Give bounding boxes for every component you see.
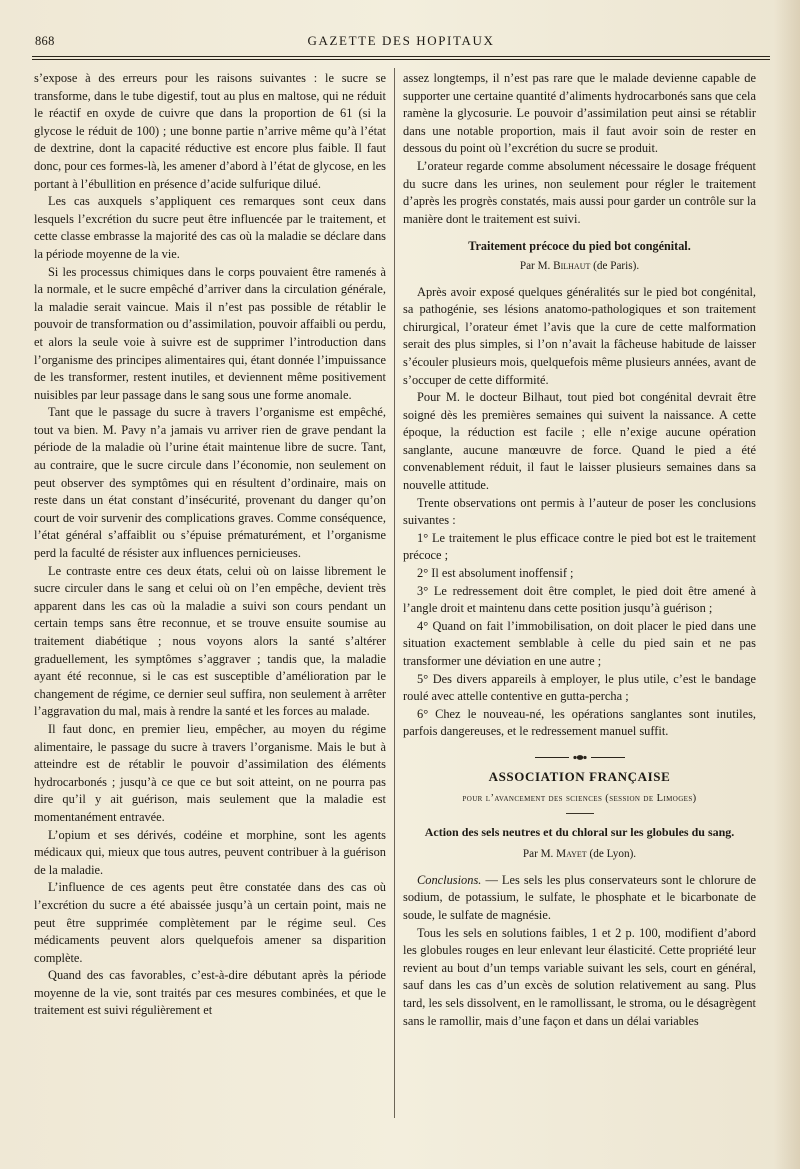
paragraph: s’expose à des erreurs pour les raisons suivantes : le sucre se transforme, dans le tube digestif, tout au plus en maltose, qui ne réduit le réactif en oxyde de cuivre que dans la proportion de 61 (si la glycose le réduit de 100) ; une bonne partie n’arrive même qu’à l’état de dextrine, dont la capacité réductive est encore plus faible. Il faut donc, pour ces formes-là, les amener d’abord à l’état de glycose, en les portant à l’ébullition en présence d’acide sulfurique dilué. [34, 71, 386, 191]
paragraph: L’opium et ses dérivés, codéine et morphine, sont les agents médicaux qui, mieux que tous autres, peuvent contribuer à la guérison de la maladie. [34, 827, 386, 877]
article-byline [403, 846, 756, 864]
list-item: 1° Le traitement le plus efficace contre le pied bot est le traitement précoce ; [403, 530, 756, 563]
byline-prefix: Par M. [519, 259, 551, 272]
paragraph: Tous les sels en solutions faibles, 1 et 2 p. 100, modifient d’abord les globules rouges en leur enlevant leur élasticité. Cette propriété leur revient au bout d’un temps variable suivant les sels, court en général, sauf dans les cas d’un excès de solution relativement au sang. Plus tard, les sels dissolvent, en le ramollissant, le stroma, ou le désagrègent sans le ramollir, mais d’une façon et dans un délai variables [403, 925, 756, 1028]
ornamental-separator [535, 753, 625, 762]
list-item: 5° Des divers appareils à employer, le plus utile, c’est le bandage roulé avec attelle contentive en gutta-percha ; [403, 671, 756, 704]
section-byline [403, 258, 756, 276]
association-title: ASSOCIATION FRANÇAISE [488, 768, 671, 784]
header-rule [32, 56, 770, 60]
paragraph: Pour M. le docteur Bilhaut, tout pied bot congénital devrait être soigné dès les premières semaines qui suivent la naissance. A cette époque, la réduction est facile ; elle n’exige aucune opération sanglante, aucune manœuvre de force. Quand le pied a été convenablement réduit, il faut le laisser plusieurs semaines dans sa nouvelle attitude. [403, 390, 756, 493]
paragraph: L’orateur regarde comme absolument nécessaire le dosage fréquent du sucre dans les urines, non seulement pour régler le traitement d’après les progrès constatés, mais aussi pour garder un contrôle sur la manière dont le traitement est suivi. [403, 158, 756, 226]
article-title: Action des sels neutres et du chloral sur les globules du sang. [424, 825, 735, 840]
list-item: 4° Quand on fait l’immobilisation, on doit placer le pied dans une situation exactement semblable à celle du pied sain et ne pas transformer une déviation en une autre ; [403, 618, 756, 668]
byline-suffix: (de Lyon). [589, 848, 637, 861]
paragraph: Après avoir exposé quelques généralités sur le pied bot congénital, sa pathogénie, ses lésions anatomo-pathologiques et son traitement chirurgical, l’orateur émet l’avis que la cure de cette malformation serait des plus simples, si l’on n’avait la fâcheuse habitude de laisser s’écouler plusieurs mois, quelquefois même plusieurs années, avant de s’occuper de cette difformité. [403, 284, 756, 387]
paragraph: Il faut donc, en premier lieu, empêcher, au moyen du régime alimentaire, le passage du sucre à travers l’organisme. Mais le but à atteindre est de rétablir le pouvoir d’assimilation des éléments hydrocarbonés ; jusqu’à ce que ce but soit atteint, on ne pourra pas dire qu’il y ait guérison, mais seulement que la maladie est momentanément entravée. [34, 721, 386, 824]
paragraph: Trente observations ont permis à l’auteur de poser les conclusions suivantes : [403, 495, 756, 528]
author-name: Mayet [556, 848, 587, 861]
lead-word: Conclusions. [417, 872, 482, 887]
author-name: Bilhaut [553, 259, 591, 272]
paragraph: Les cas auxquels s’appliquent ces remarques sont ceux dans lesquels l’excrétion du sucre peut être influencée par le traitement, et cette classe embrasse la majorité des cas où la maladie se déclare dans la période moyenne de la vie. [34, 194, 386, 261]
paragraph-text: — Les sels les plus conservateurs sont le chlorure de sodium, de potassium, le sulfate, le phosphate et le bicarbonate de soude, le sulfate de magnésie. [403, 872, 756, 922]
right-column [403, 70, 756, 1030]
paragraph [403, 872, 756, 925]
page-number: 868 [35, 34, 55, 48]
left-column [34, 70, 386, 1020]
paragraph: Le contraste entre ces deux états, celui où on laisse librement le sucre circuler dans le sang et celui où on l’en empêche, devient très apparent dans les cas où la maladie a suivi son cours pendant un certain temps sans être reconnue, et se trouve ensuite soumise au traitement diabétique ; nous voyons alors la santé s’altérer graduellement, les symptômes s’aggraver ; tandis que, la maladie ayant été reconnue, si le cas est susceptible d’amélioration par le changement de régime, ce dernier seul suffira, non seulement à arrêter l’aggravation du mal, mais à rendre la santé et les forces au malade. [34, 563, 386, 719]
paragraph: Tant que le passage du sucre à travers l’organisme est empêché, tout va bien. M. Pavy n’a jamais vu arriver rien de grave pendant la période de la maladie où l’urine était maintenue libre de sucre. Tant, au contraire, que le sucre circule dans l’économie, non seulement on peut observer des symptômes qui en résultent d’ordinaire, mais on reste dans un état constant d’insécurité, provenant du danger qu’on court de voir survenir des complications graves. Comme conséquence, l’état général s’affaiblit ou s’épuise prématurément, et l’organisme perd la faculté de résister aux influences pernicieuses. [34, 405, 386, 561]
short-rule [566, 813, 594, 814]
column-divider [394, 68, 395, 1118]
paragraph: assez longtemps, il n’est pas rare que le malade devienne capable de supporter une certaine quantité d’aliments hydrocarbonés sans que cela ramène la glycosurie. Le pouvoir d’assimilation peut ainsi se rétablir dans une notable proportion, mais il faut avoir soin de rester en dessous du point où l’excrétion du sucre se produit. [403, 71, 756, 156]
journal-title: GAZETTE DES HOPITAUX [307, 33, 495, 48]
page-edge-shadow [774, 0, 800, 1169]
byline-suffix: (de Paris). [593, 259, 640, 272]
paragraph: Si les processus chimiques dans le corps pouvaient être ramenés à la normale, et le sucre empêché d’arriver dans la circulation générale, la maladie serait vaincue. Mais il n’est pas possible de rétablir le pouvoir de transformation ou d’assimilation, pouvoir affaibli ou perdu, et alors la seule voie à suivre est de supprimer l’introduction dans l’organisme des principes alimentaires qui, étant donnée l’impuissance de les transformer, restent inutiles, et deviennent même positivement nuisibles par leur passage dans le sang sous une forme anomale. [34, 264, 386, 402]
list-item: 2° Il est absolument inoffensif ; [417, 566, 574, 581]
section-title: Traitement précoce du pied bot congénital. [468, 239, 691, 254]
paragraph: L’influence de ces agents peut être constatée dans des cas où l’excrétion du sucre a été abaissée jusqu’à un certain point, mais ne peut être supprimée complètement par le régime seul. Ces médicaments peuvent alors quelquefois amener sa disparition complète. [34, 880, 386, 965]
page-header [32, 30, 770, 52]
association-subtitle: pour l’avancement des sciences (session de Limoges) [462, 792, 697, 804]
byline-prefix: Par M. [522, 848, 554, 861]
list-item: 6° Chez le nouveau-né, les opérations sanglantes sont inutiles, parfois dangereuses, et le redressement manuel suffit. [403, 706, 756, 739]
paragraph: Quand des cas favorables, c’est-à-dire débutant après la période moyenne de la vie, sont traités par ces mesures combinées, et que le traitement est suivi régulièrement et [34, 968, 386, 1018]
list-item: 3° Le redressement doit être complet, le pied doit être amené à l’angle droit et maintenu dans cette position jusqu’à guérison ; [403, 583, 756, 616]
